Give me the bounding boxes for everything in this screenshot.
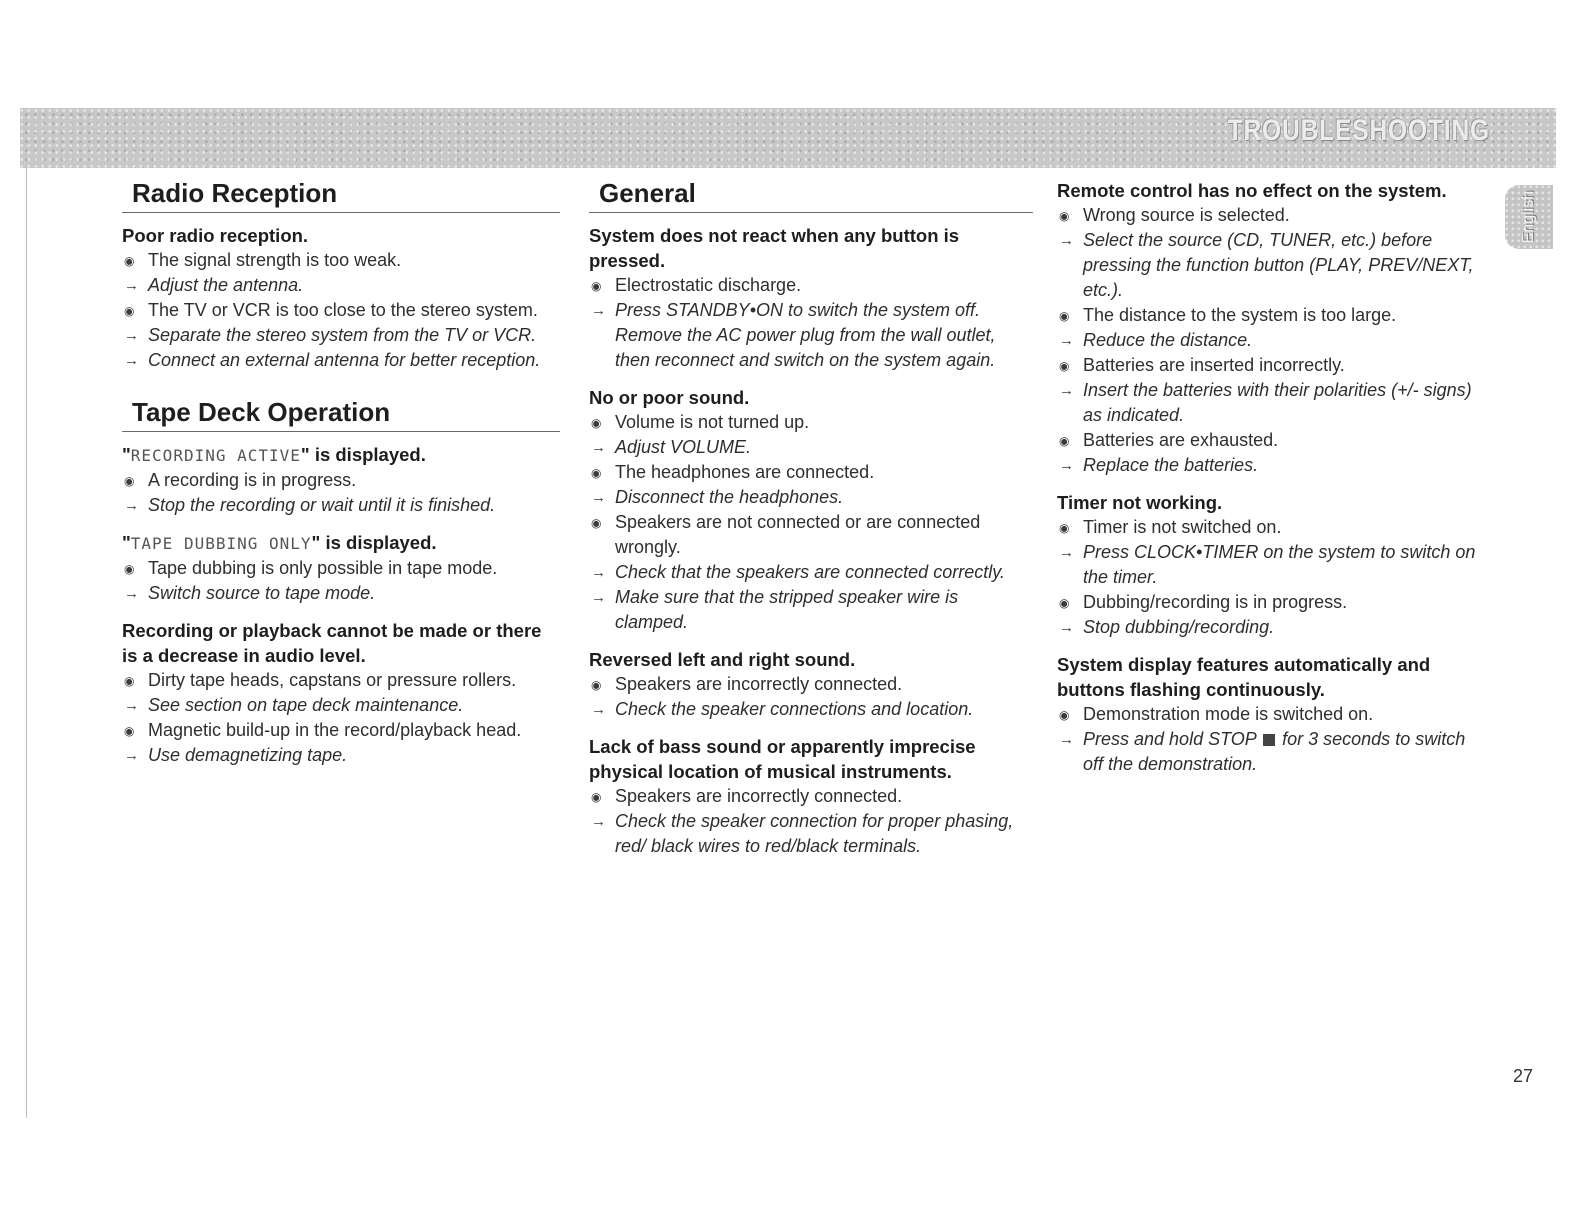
cause-text: Dirty tape heads, capstans or pressure rollers. [148, 670, 517, 690]
remedy-item [589, 809, 1033, 859]
cause-item [1057, 353, 1489, 378]
cause-text: Tape dubbing is only possible in tape mode. [148, 558, 498, 578]
bullet-icon: ◉ [1059, 434, 1070, 448]
problem-heading [589, 647, 1033, 672]
cause-text: Demonstration mode is switched on. [1083, 704, 1374, 724]
remedy-item [122, 273, 560, 298]
arrow-icon: → [124, 277, 139, 294]
remedy-text: Insert the batteries with their polarities (+/- signs) as indicated. [1083, 380, 1472, 425]
cause-text: Timer is not switched on. [1083, 517, 1282, 537]
bullet-icon: ◉ [124, 474, 135, 488]
lcd-display-text: RECORDING ACTIVE [130, 446, 301, 465]
problem-heading [122, 223, 560, 248]
remedy-text: Replace the batteries. [1083, 455, 1259, 475]
arrow-icon: → [1059, 619, 1074, 636]
arrow-icon: → [124, 327, 139, 344]
cause-item [1057, 590, 1489, 615]
troubleshooting-section [1057, 178, 1489, 777]
remedy-text: Reduce the distance. [1083, 330, 1253, 350]
problem-text: System does not react when any button is pressed. [589, 225, 960, 271]
remedy-text: Press and hold STOP [1083, 729, 1257, 749]
bullet-icon: ◉ [591, 516, 602, 530]
arrow-icon: → [1059, 544, 1074, 561]
remedy-item [1057, 615, 1489, 640]
problem-block [589, 385, 1033, 635]
lcd-display-text: TAPE DUBBING ONLY [130, 534, 312, 553]
bullet-icon: ◉ [591, 279, 602, 293]
bullet-icon: ◉ [591, 678, 602, 692]
remedy-text: Press CLOCK•TIMER on the system to switch on the timer. [1083, 542, 1476, 587]
page-title: TROUBLESHOOTING [1227, 114, 1490, 147]
problem-heading [589, 734, 1033, 784]
arrow-icon: → [124, 747, 139, 764]
problem-heading [1057, 652, 1489, 702]
bullet-icon: ◉ [1059, 708, 1070, 722]
bullet-icon: ◉ [1059, 209, 1070, 223]
bullet-icon: ◉ [124, 724, 135, 738]
arrow-icon: → [124, 497, 139, 514]
cause-item [589, 273, 1033, 298]
cause-item [589, 784, 1033, 809]
problem-block [122, 223, 560, 373]
section-title: Tape Deck Operation [122, 395, 560, 432]
language-tab-label: English [1520, 190, 1537, 244]
bullet-icon: ◉ [591, 416, 602, 430]
cause-item [1057, 702, 1489, 727]
column-3 [1057, 176, 1489, 789]
remedy-text: Check the speaker connection for proper phasing, red/ black wires to red/black terminals. [615, 811, 1014, 856]
remedy-text: Switch source to tape mode. [148, 583, 376, 603]
cause-item [122, 556, 560, 581]
cause-item [122, 248, 560, 273]
arrow-icon: → [591, 439, 606, 456]
remedy-item [1057, 228, 1489, 303]
problem-heading [122, 618, 560, 668]
problem-text: Timer not working. [1057, 492, 1223, 513]
remedy-item [589, 435, 1033, 460]
arrow-icon: → [1059, 382, 1074, 399]
remedy-item [589, 697, 1033, 722]
arrow-icon: → [124, 585, 139, 602]
remedy-text: Disconnect the headphones. [615, 487, 844, 507]
cause-item [122, 298, 560, 323]
problem-text: Recording or playback cannot be made or there is a decrease in audio level. [122, 620, 542, 666]
cause-item [589, 510, 1033, 560]
problem-heading [1057, 490, 1489, 515]
arrow-icon: → [591, 589, 606, 606]
remedy-item [589, 585, 1033, 635]
problem-text: No or poor sound. [589, 387, 750, 408]
section-title: Radio Reception [122, 176, 560, 213]
arrow-icon: → [1059, 457, 1074, 474]
remedy-item [589, 560, 1033, 585]
troubleshooting-section [122, 176, 560, 373]
arrow-icon: → [591, 302, 606, 319]
cause-item [589, 410, 1033, 435]
remedy-text: Stop the recording or wait until it is finished. [148, 495, 496, 515]
arrow-icon: → [1059, 232, 1074, 249]
cause-item [589, 460, 1033, 485]
arrow-icon: → [591, 564, 606, 581]
cause-item [589, 672, 1033, 697]
problem-block [122, 618, 560, 768]
problem-text: Lack of bass sound or apparently imprecise physical location of musical instruments. [589, 736, 976, 782]
remedy-text: Check that the speakers are connected correctly. [615, 562, 1005, 582]
remedy-item [1057, 540, 1489, 590]
problem-block [122, 530, 560, 606]
arrow-icon: → [124, 697, 139, 714]
problem-text: System display features automatically and buttons flashing continuously. [1057, 654, 1431, 700]
cause-item [1057, 303, 1489, 328]
page-number: 27 [1513, 1066, 1534, 1086]
arrow-icon: → [591, 813, 606, 830]
remedy-item [122, 693, 560, 718]
arrow-icon: → [1059, 731, 1074, 748]
troubleshooting-section [589, 176, 1033, 859]
problem-block [122, 442, 560, 518]
cause-text: Electrostatic discharge. [615, 275, 802, 295]
problem-block [1057, 178, 1489, 478]
problem-block [1057, 652, 1489, 777]
remedy-item [122, 743, 560, 768]
remedy-item [1057, 453, 1489, 478]
remedy-item [1057, 378, 1489, 428]
bullet-icon: ◉ [124, 304, 135, 318]
problem-heading [589, 385, 1033, 410]
remedy-text: Press STANDBY•ON to switch the system off. Remove the AC power plug from the wall outlet, then reconnect and switch on the system again. [615, 300, 996, 370]
remedy-item [122, 323, 560, 348]
cause-text: The headphones are connected. [615, 462, 875, 482]
remedy-text: See section on tape deck maintenance. [148, 695, 464, 715]
cause-text: The signal strength is too weak. [148, 250, 402, 270]
remedy-item [589, 485, 1033, 510]
cause-text: Volume is not turned up. [615, 412, 810, 432]
problem-text: Reversed left and right sound. [589, 649, 856, 670]
remedy-text: Adjust VOLUME. [615, 437, 752, 457]
header-banner [20, 108, 1556, 168]
stop-square-icon [1263, 734, 1275, 746]
problem-heading [122, 530, 560, 556]
cause-text: Speakers are incorrectly connected. [615, 674, 903, 694]
problem-heading [122, 442, 560, 468]
cause-text: Speakers are incorrectly connected. [615, 786, 903, 806]
problem-heading [1057, 178, 1489, 203]
section-title: General [589, 176, 1033, 213]
problem-quote-open: " [122, 532, 131, 553]
problem-quote-open: " [122, 444, 131, 465]
problem-text: Remote control has no effect on the system. [1057, 180, 1447, 201]
remedy-text: Separate the stereo system from the TV or VCR. [148, 325, 537, 345]
cause-item [122, 468, 560, 493]
bullet-icon: ◉ [1059, 521, 1070, 535]
remedy-item [122, 348, 560, 373]
remedy-item [122, 581, 560, 606]
cause-text: Batteries are inserted incorrectly. [1083, 355, 1345, 375]
remedy-item [589, 298, 1033, 373]
bullet-icon: ◉ [1059, 309, 1070, 323]
remedy-text: Use demagnetizing tape. [148, 745, 348, 765]
arrow-icon: → [124, 352, 139, 369]
arrow-icon: → [591, 701, 606, 718]
remedy-item [122, 493, 560, 518]
cause-text: Wrong source is selected. [1083, 205, 1290, 225]
cause-item [122, 718, 560, 743]
remedy-item [1057, 727, 1489, 777]
remedy-item [1057, 328, 1489, 353]
cause-item [1057, 428, 1489, 453]
cause-text: The distance to the system is too large. [1083, 305, 1397, 325]
problem-block [589, 223, 1033, 373]
remedy-text: Stop dubbing/recording. [1083, 617, 1275, 637]
remedy-text: Check the speaker connections and location. [615, 699, 974, 719]
bullet-icon: ◉ [124, 674, 135, 688]
cause-text: Batteries are exhausted. [1083, 430, 1279, 450]
problem-heading [589, 223, 1033, 273]
remedy-text: Adjust the antenna. [148, 275, 304, 295]
remedy-text-continued: for 3 seconds to switch off the demonstration. [1083, 729, 1466, 774]
bullet-icon: ◉ [124, 254, 135, 268]
remedy-text: Connect an external antenna for better reception. [148, 350, 541, 370]
bullet-icon: ◉ [1059, 596, 1070, 610]
arrow-icon: → [591, 489, 606, 506]
bullet-icon: ◉ [591, 790, 602, 804]
problem-text: " is displayed. [311, 532, 437, 553]
cause-text: A recording is in progress. [148, 470, 357, 490]
language-tab [1505, 185, 1553, 249]
problem-block [1057, 490, 1489, 640]
remedy-text: Make sure that the stripped speaker wire is clamped. [615, 587, 959, 632]
arrow-icon: → [1059, 332, 1074, 349]
cause-text: Dubbing/recording is in progress. [1083, 592, 1348, 612]
bullet-icon: ◉ [124, 562, 135, 576]
problem-text: Poor radio reception. [122, 225, 309, 246]
remedy-text: Select the source (CD, TUNER, etc.) before pressing the function button (PLAY, PREV/NEXT, etc.). [1083, 230, 1474, 300]
cause-item [1057, 515, 1489, 540]
bullet-icon: ◉ [1059, 359, 1070, 373]
column-1 [122, 176, 560, 780]
troubleshooting-section [122, 395, 560, 768]
cause-item [122, 668, 560, 693]
bullet-icon: ◉ [591, 466, 602, 480]
problem-block [589, 647, 1033, 722]
cause-text: Magnetic build-up in the record/playback head. [148, 720, 522, 740]
cause-text: The TV or VCR is too close to the stereo system. [148, 300, 538, 320]
cause-text: Speakers are not connected or are connected wrongly. [615, 512, 981, 557]
problem-block [589, 734, 1033, 859]
column-2 [589, 176, 1033, 871]
cause-item [1057, 203, 1489, 228]
left-margin-rule [26, 160, 27, 1118]
problem-text: " is displayed. [300, 444, 426, 465]
